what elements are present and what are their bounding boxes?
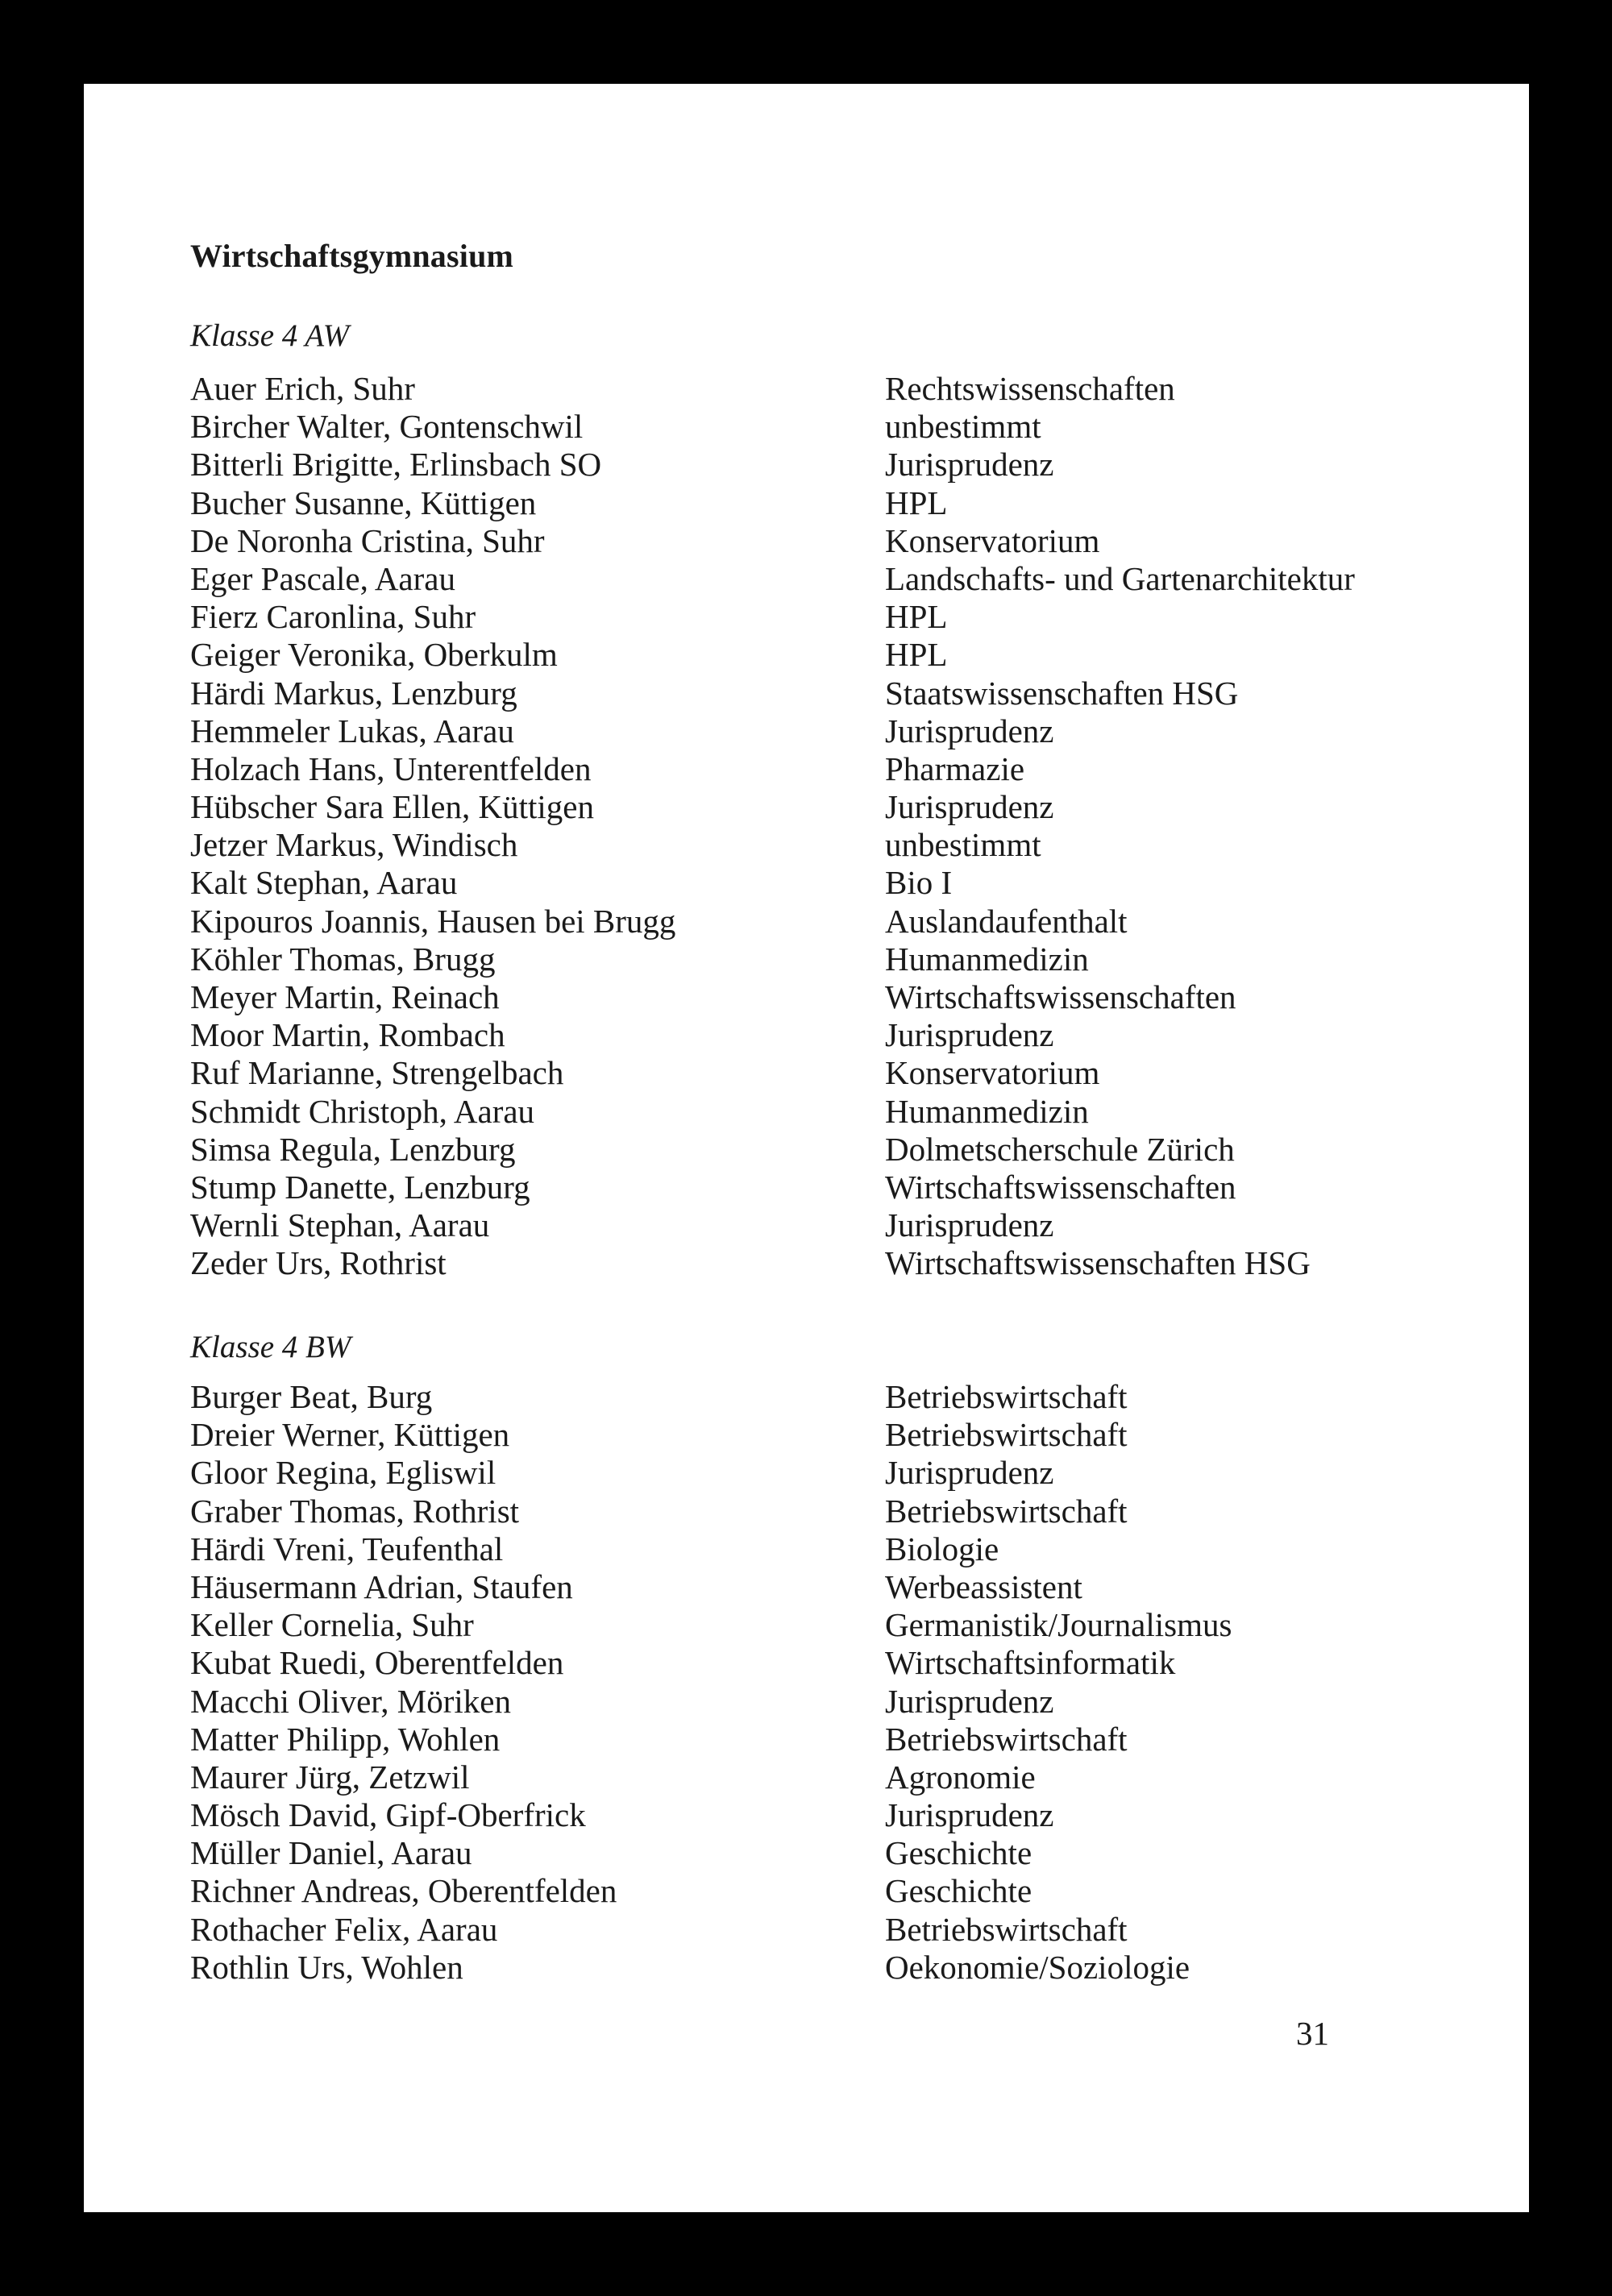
student-name: Müller Daniel, Aarau	[190, 1834, 472, 1872]
student-name: Simsa Regula, Lenzburg	[190, 1130, 516, 1168]
student-name: Meyer Martin, Reinach	[190, 978, 500, 1015]
student-name: Moor Martin, Rombach	[190, 1016, 505, 1054]
list-item	[190, 1530, 1480, 1568]
list-item	[190, 826, 1480, 864]
list-item	[190, 1911, 1480, 1949]
study-field: HPL	[885, 598, 948, 636]
study-field: Rechtswissenschaften	[885, 370, 1175, 407]
student-name: Jetzer Markus, Windisch	[190, 826, 518, 864]
study-field: Humanmedizin	[885, 1092, 1089, 1130]
study-field: HPL	[885, 636, 948, 674]
list-item	[190, 1206, 1480, 1244]
student-name: Kalt Stephan, Aarau	[190, 864, 458, 902]
student-name: Rothacher Felix, Aarau	[190, 1910, 498, 1948]
student-name: Zeder Urs, Rothrist	[190, 1244, 447, 1282]
list-item	[190, 1568, 1480, 1606]
student-name: Gloor Regina, Egliswil	[190, 1454, 496, 1492]
list-item	[190, 446, 1480, 484]
study-field: Auslandaufenthalt	[885, 902, 1128, 940]
student-name: Bucher Susanne, Küttigen	[190, 484, 537, 521]
list-item	[190, 903, 1480, 940]
list-item	[190, 522, 1480, 560]
study-field: Geschichte	[885, 1834, 1032, 1872]
student-name: Dreier Werner, Küttigen	[190, 1416, 510, 1454]
study-field: Betriebswirtschaft	[885, 1910, 1128, 1948]
list-item	[190, 1416, 1480, 1454]
study-field: Landschafts- und Gartenarchitektur	[885, 559, 1355, 597]
list-item	[190, 1169, 1480, 1206]
study-field: Konservatorium	[885, 1054, 1100, 1092]
study-field: Dolmetscherschule Zürich	[885, 1130, 1235, 1168]
study-field: Jurisprudenz	[885, 712, 1054, 749]
student-name: Häusermann Adrian, Staufen	[190, 1567, 573, 1605]
class-label-4bw: Klasse 4 BW	[190, 1330, 351, 1364]
student-name: Mösch David, Gipf-Oberfrick	[190, 1796, 586, 1834]
study-field: Jurisprudenz	[885, 1016, 1054, 1054]
list-item	[190, 1872, 1480, 1910]
document-page	[84, 84, 1529, 2212]
student-name: Eger Pascale, Aarau	[190, 559, 455, 597]
list-item	[190, 1016, 1480, 1054]
study-field: Jurisprudenz	[885, 446, 1054, 484]
class-label-4aw: Klasse 4 AW	[190, 318, 350, 353]
list-item	[190, 560, 1480, 598]
study-field: Bio I	[885, 864, 953, 902]
study-field: Humanmedizin	[885, 940, 1089, 978]
list-item	[190, 370, 1480, 408]
study-field: Werbeassistent	[885, 1567, 1082, 1605]
study-field: Betriebswirtschaft	[885, 1492, 1128, 1530]
student-name: Bircher Walter, Gontenschwil	[190, 408, 584, 446]
study-field: Germanistik/Journalismus	[885, 1606, 1232, 1644]
list-item	[190, 1244, 1480, 1282]
student-name: Schmidt Christoph, Aarau	[190, 1092, 535, 1130]
list-item	[190, 1644, 1480, 1682]
list-item	[190, 1093, 1480, 1131]
student-name: Hübscher Sara Ellen, Küttigen	[190, 788, 594, 826]
student-name: Stump Danette, Lenzburg	[190, 1168, 530, 1206]
study-field: Oekonomie/Soziologie	[885, 1948, 1190, 1986]
student-name: Fierz Caronlina, Suhr	[190, 598, 476, 636]
student-name: Härdi Markus, Lenzburg	[190, 674, 517, 712]
study-field: Agronomie	[885, 1758, 1036, 1796]
study-field: Jurisprudenz	[885, 1682, 1054, 1720]
page-number: 31	[1296, 2015, 1329, 2052]
student-name: Keller Cornelia, Suhr	[190, 1606, 474, 1644]
student-name: Macchi Oliver, Möriken	[190, 1682, 511, 1720]
section-heading: Wirtschaftsgymnasium	[190, 238, 514, 274]
student-list-4aw	[190, 370, 1480, 1283]
study-field: Wirtschaftswissenschaften	[885, 1168, 1236, 1206]
study-field: Jurisprudenz	[885, 1796, 1054, 1834]
student-name: Graber Thomas, Rothrist	[190, 1492, 520, 1530]
study-field: Pharmazie	[885, 749, 1025, 787]
list-item	[190, 636, 1480, 674]
student-name: Bitterli Brigitte, Erlinsbach SO	[190, 446, 602, 484]
student-name: Kipouros Joannis, Hausen bei Brugg	[190, 902, 676, 940]
student-name: Hemmeler Lukas, Aarau	[190, 712, 514, 749]
list-item	[190, 864, 1480, 902]
list-item	[190, 788, 1480, 826]
study-field: Konservatorium	[885, 521, 1100, 559]
list-item	[190, 1378, 1480, 1416]
list-item	[190, 1131, 1480, 1169]
study-field: Biologie	[885, 1530, 999, 1567]
list-item	[190, 1758, 1480, 1796]
list-item	[190, 750, 1480, 788]
list-item	[190, 598, 1480, 636]
student-name: Matter Philipp, Wohlen	[190, 1720, 501, 1758]
list-item	[190, 675, 1480, 712]
list-item	[190, 1054, 1480, 1092]
list-item	[190, 1834, 1480, 1872]
student-name: Auer Erich, Suhr	[190, 370, 415, 407]
student-name: Holzach Hans, Unterentfelden	[190, 749, 592, 787]
study-field: Jurisprudenz	[885, 1454, 1054, 1492]
student-list-4bw	[190, 1378, 1480, 1987]
student-name: Richner Andreas, Oberentfelden	[190, 1872, 617, 1910]
student-name: Geiger Veronika, Oberkulm	[190, 636, 558, 674]
list-item	[190, 940, 1480, 978]
list-item	[190, 1796, 1480, 1834]
study-field: Jurisprudenz	[885, 788, 1054, 826]
student-name: Rothlin Urs, Wohlen	[190, 1948, 463, 1986]
student-name: Wernli Stephan, Aarau	[190, 1206, 490, 1244]
student-name: Köhler Thomas, Brugg	[190, 940, 496, 978]
student-name: Ruf Marianne, Strengelbach	[190, 1054, 564, 1092]
student-name: Kubat Ruedi, Oberentfelden	[190, 1644, 564, 1682]
study-field: unbestimmt	[885, 408, 1041, 446]
list-item	[190, 408, 1480, 446]
list-item	[190, 484, 1480, 522]
study-field: Staatswissenschaften HSG	[885, 674, 1239, 712]
student-name: Burger Beat, Burg	[190, 1378, 433, 1415]
list-item	[190, 1949, 1480, 1987]
study-field: Wirtschaftsinformatik	[885, 1644, 1176, 1682]
study-field: unbestimmt	[885, 826, 1041, 864]
study-field: Wirtschaftswissenschaften	[885, 978, 1236, 1015]
student-name: Maurer Jürg, Zetzwil	[190, 1758, 470, 1796]
student-name: Härdi Vreni, Teufenthal	[190, 1530, 504, 1567]
study-field: Wirtschaftswissenschaften HSG	[885, 1244, 1311, 1282]
study-field: Geschichte	[885, 1872, 1032, 1910]
list-item	[190, 712, 1480, 750]
list-item	[190, 1721, 1480, 1758]
list-item	[190, 978, 1480, 1016]
student-name: De Noronha Cristina, Suhr	[190, 521, 545, 559]
study-field: HPL	[885, 484, 948, 521]
study-field: Jurisprudenz	[885, 1206, 1054, 1244]
list-item	[190, 1683, 1480, 1721]
study-field: Betriebswirtschaft	[885, 1416, 1128, 1454]
list-item	[190, 1606, 1480, 1644]
study-field: Betriebswirtschaft	[885, 1378, 1128, 1415]
list-item	[190, 1493, 1480, 1530]
study-field: Betriebswirtschaft	[885, 1720, 1128, 1758]
list-item	[190, 1454, 1480, 1492]
